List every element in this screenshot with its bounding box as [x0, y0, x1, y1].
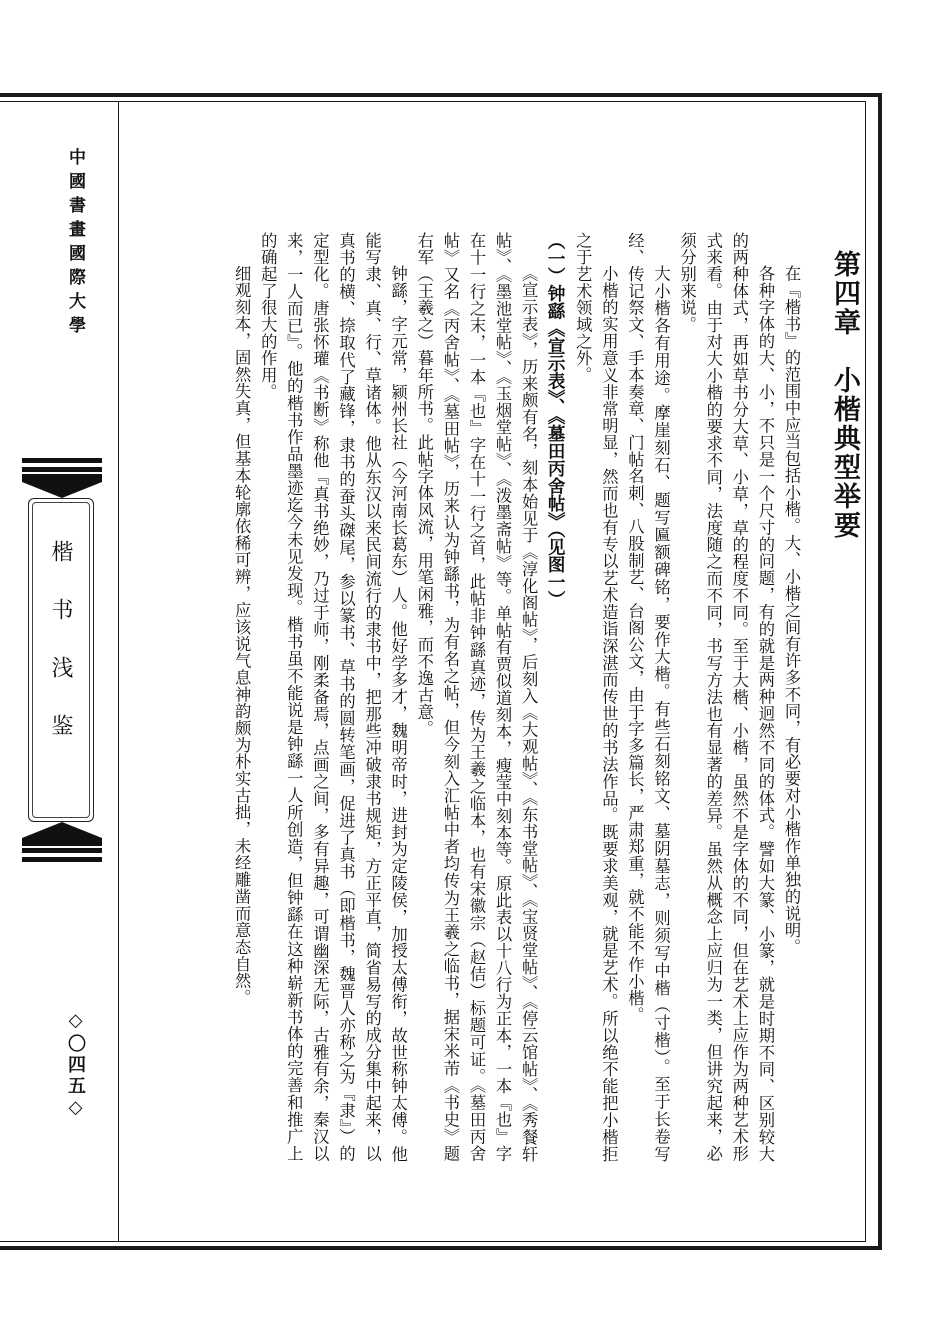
cartouche-bottom-ornament — [22, 822, 102, 846]
book-title: 楷书浅鉴 — [48, 540, 73, 772]
cartouche-top-bar-2 — [22, 467, 102, 472]
main-text — [228, 232, 862, 1162]
paragraph: 《宣示表》，历来颇有名，刻本始见于《淳化阁帖》，后刻入《大观帖》、《东书堂帖》、《宝贤堂帖》、《停云馆帖》、《秀餐轩帖》、《墨池堂帖》、《玉烟堂帖》、《泼墨斋帖》等。单帖有贾似道刻本，瘦莹中刻本等。原此表以十八行为正本，一本『也』字在十一行之末，一本『也』字在十一行之首，此帖非钟繇真迹，传为王羲之临本，也有宋徽宗（赵佶）标题可证。《墓田丙舍帖》又名《丙舍帖》、《墓田帖》，历来认为钟繇书，为有名之帖，但今刻入汇帖中者均传为王羲之临书，据宋米芾《书史》题右军（王羲之）暮年所书。此帖字体风流，用笔闲雅，而不逸古意。 — [414, 232, 539, 1162]
paragraph: 细观刻本，固然失真，但基本轮廓依稀可辨，应该说气息神韵颇为朴实古拙，未经雕凿而意态自然。 — [232, 264, 252, 1006]
spine-divider — [118, 101, 119, 1242]
paragraph: 在『楷书』的范围中应当包括小楷。大、小楷之间有许多不同，有必要对小楷作单独的说明。 — [782, 264, 801, 956]
cartouche-bottom-bar-2 — [22, 857, 102, 862]
cartouche-bottom-bar — [22, 848, 102, 853]
cartouche-top-ornament — [22, 474, 102, 498]
publisher-name: 中國書畫國際大學 — [65, 148, 85, 340]
cartouche-top-bar — [22, 458, 102, 463]
paragraph: 小楷的实用意义非常明显，然而也有专以艺术造诣深湛而传世的书法作品。既要求美观，就是艺术。所以绝不能把小楷拒之于艺术领域之外。 — [573, 232, 619, 1162]
paragraph: 各种字体的大、小，不只是一个尺寸的问题，有的就是两种迥然不同的体式。譬如大篆、小篆，就是时期不同、区别较大的两种体式，再如草书分大草、小草，草的程度不同。至于大楷、小楷，虽然不是字体的不同，但在艺术上应作为两种艺术形式来看。由于对大小楷的要求不同，法度随之而不同，书写方法也有显著的差异。虽然从概念上应归为一类，但讲究起来，必须分别来说。 — [677, 232, 775, 1162]
paragraph: 钟繇，字元常，颍州长社（今河南长葛东）人。他好学多才，魏明帝时，进封为定陵侯，加授太傅衔，故世称钟太傅。他能写隶、真、行、草诸体。他从东汉以来民间流行的隶书中，把那些冲破隶书规矩，方正平直，简省易写的成分集中起来，以真书的横、捺取代了藏锋，隶书的蚕头磔尾，参以篆书、草书的圆转笔画，促进了真书（即楷书，魏晋人亦称之为『隶』）的定型化。唐张怀瓘《书断》称他『真书绝妙，乃过于师，刚柔备焉，点画之间，多有异趣，可谓幽深无际，古雅有余，秦汉以来，一人而已』。他的楷书作品墨迹迄今未见发现。楷书虽不能说是钟繇一人所创造，但钟繇在这种崭新书体的完善和推广上的确起了很大的作用。 — [258, 232, 408, 1162]
chapter-title: 第四章 小楷典型举要 — [829, 250, 860, 540]
page-number: ◇〇四五◇ — [65, 1010, 86, 1121]
section-heading: （一）钟繇《宣示表》、《墓田丙舍帖》（见图一） — [545, 232, 566, 609]
paragraph: 大小楷各有用途。摩崖刻石、题写匾额碑铭，要作大楷。有些石刻铭文、墓阴墓志，则须写中楷（寸楷）。至于长卷写经、传记祭文、手本奏章、门帖名刺、八股制艺、台阁公文，由于字多篇长，严肃郑重，就不能不作小楷。 — [625, 232, 671, 1162]
